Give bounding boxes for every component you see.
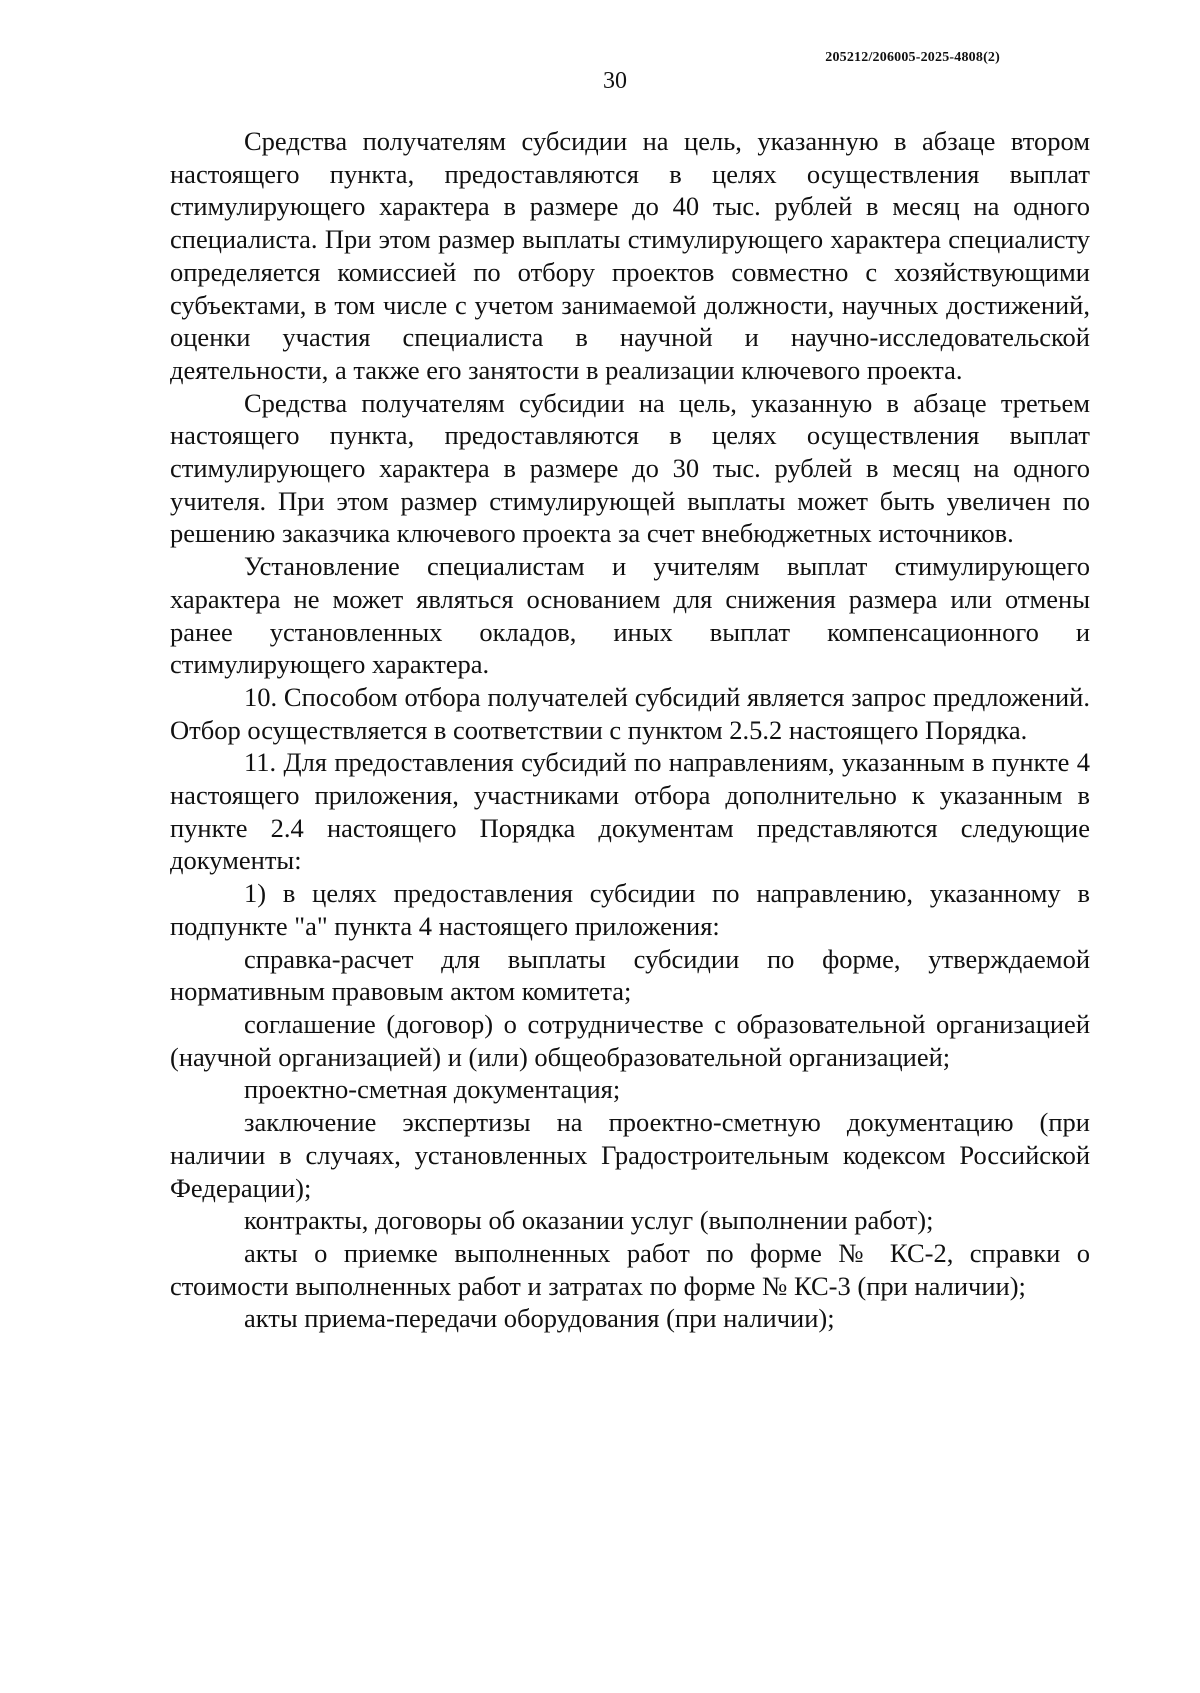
paragraph: Установление специалистам и учителям выплат стимулирующего характера не может являться основанием для снижения размера или отмены ранее установленных окладов, иных выплат компенсационного и стимулирующего характера. (170, 551, 1090, 680)
paragraph: Средства получателям субсидии на цель, указанную в абзаце третьем настоящего пункта, предоставляются в целях осуществления выплат стимулирующего характера в размере до 30 тыс. рублей в месяц на одного учителя. При этом размер стимулирующей выплаты может быть увеличен по решению заказчика ключевого проекта за счет внебюджетных источников. (170, 387, 1090, 549)
document-id: 205212/206005-2025-4808(2) (825, 50, 1000, 65)
paragraph: контракты, договоры об оказании услуг (выполнении работ); (244, 1205, 934, 1236)
paragraph: 1) в целях предоставления субсидии по направлению, указанному в подпункте "а" пункта 4 настоящего приложения: (170, 878, 1090, 941)
document-body (170, 125, 1090, 1335)
paragraph: акты приема-передачи оборудования (при наличии); (244, 1303, 835, 1334)
paragraph: 10. Способом отбора получателей субсидий является запрос предложений. Отбор осуществляется в соответствии с пунктом 2.5.2 настоящего Порядка. (170, 681, 1090, 745)
paragraph: заключение экспертизы на проектно-сметную документацию (при наличии в случаях, установленных Градостроительным кодексом Российской Федерации); (170, 1107, 1090, 1203)
paragraph: проектно-сметная документация; (244, 1074, 621, 1105)
paragraph: Средства получателям субсидии на цель, указанную в абзаце втором настоящего пункта, предоставляются в целях осуществления выплат стимулирующего характера в размере до 40 тыс. рублей в месяц на одного специалиста. При этом размер выплаты стимулирующего характера специалисту определяется комиссией по отбору проектов совместно с хозяйствующими субъектами, в том числе с учетом занимаемой должности, научных достижений, оценки участия специалиста в научной и научно-исследовательской деятельности, а также его занятости в реализации ключевого проекта. (170, 126, 1090, 385)
paragraph: соглашение (договор) о сотрудничестве с образовательной организацией (научной организацией) и (или) общеобразовательной организацией; (170, 1008, 1090, 1072)
paragraph: справка-расчет для выплаты субсидии по форме, утверждаемой нормативным правовым актом комитета; (170, 943, 1090, 1007)
page-number: 30 (603, 68, 627, 94)
paragraph: 11. Для предоставления субсидий по направлениям, указанным в пункте 4 настоящего приложения, участниками отбора дополнительно к указанным в пункте 2.4 настоящего Порядка документам представляются следующие документы: (170, 747, 1090, 876)
paragraph: акты о приемке выполненных работ по форме № КС-2, справки о стоимости выполненных работ и затратах по форме № КС-3 (при наличии); (170, 1237, 1090, 1301)
